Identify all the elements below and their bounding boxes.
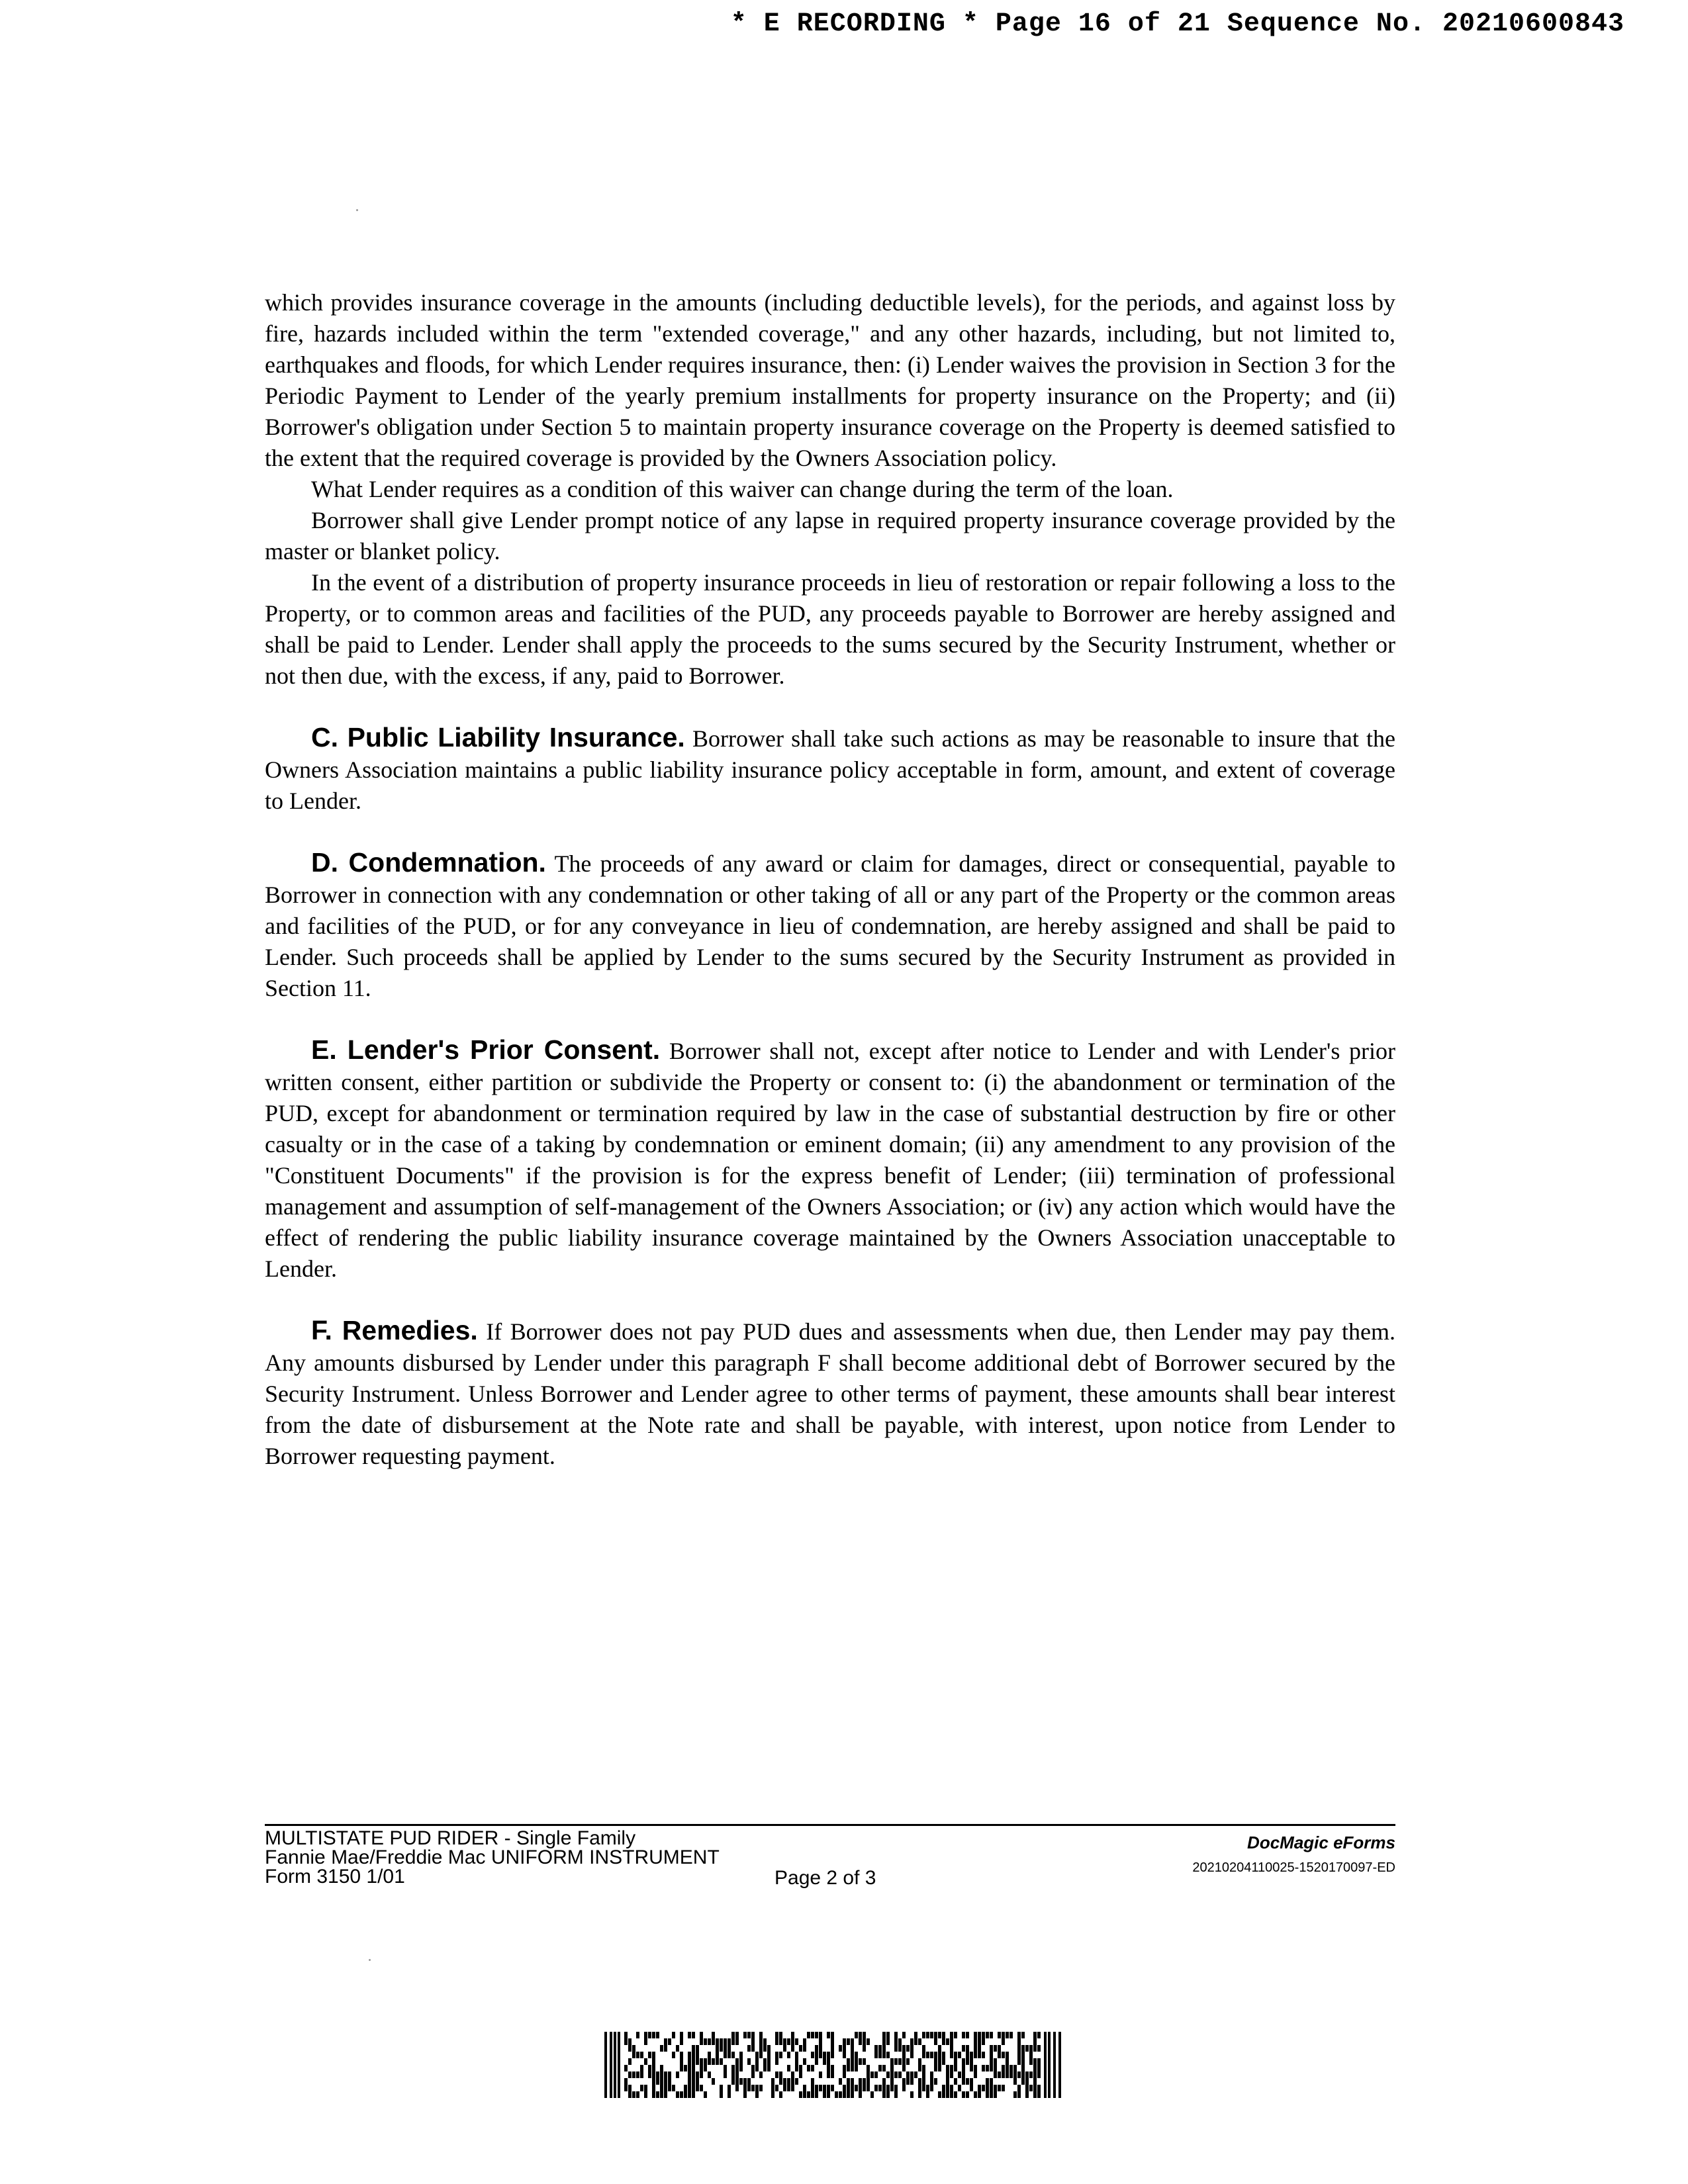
docmagic-logo: DocMagic eForms [1247,1833,1395,1852]
form-instrument: Fannie Mae/Freddie Mac UNIFORM INSTRUMENT [265,1846,720,1868]
form-number: Form 3150 1/01 [265,1866,405,1888]
page-number: Page 2 of 3 [774,1867,876,1889]
section-d-heading: D. Condemnation. [311,847,546,878]
recording-header: * E RECORDING * Page 16 of 21 Sequence No. 20210600843 [730,9,1624,39]
paragraph-proceeds-distribution: In the event of a distribution of property insurance proceeds in lieu of restoration or repair following a loss to the Property, or to common areas and facilities of the PUD, any proceeds payable to Borrower are hereby assigned and shall be paid to Lender. Lender shall apply the proceeds to the sums secured by the Security Instrument, whether or not then due, with the excess, if any, paid to Borrower. [265,569,1395,689]
section-f-heading: F. Remedies. [311,1315,478,1345]
barcode-image [604,2032,1061,2098]
section-c-text: Borrower shall take such actions as may be reasonable to insure that the Owners Association maintains a public liability insurance policy acceptable in form, amount, and extent of coverage to Lender. [265,725,1396,814]
section-e [265,1034,1395,1285]
section-c-heading: C. Public Liability Insurance. [311,722,685,752]
form-identification [265,1829,720,1886]
section-d-text: The proceeds of any award or claim for damages, direct or consequential, payable to Borrower in connection with any condemnation or other taking of all or any part of the Property or the common areas and facilities of the PUD, or for any conveyance in lieu of condemnation, are hereby assigned and shall be paid to Lender. Such proceeds shall be applied by Lender to the sums secured by the Security Instrument as provided in Section 11. [265,850,1395,1001]
form-title: MULTISTATE PUD RIDER - Single Family [265,1827,636,1849]
section-f [265,1315,1395,1472]
section-c [265,722,1395,817]
section-d [265,847,1395,1004]
section-f-text: If Borrower does not pay PUD dues and assessments when due, then Lender may pay them. Any amounts disbursed by Lender under this paragraph F shall become additional debt of Borrower secured by the Security Instrument. Unless Borrower and Lender agree to other terms of payment, these amounts shall bear interest from the date of disbursement at the Note rate and shall be payable, with interest, upon notice from Lender to Borrower requesting payment. [265,1318,1396,1469]
scan-speck [356,209,358,211]
section-e-heading: E. Lender's Prior Consent. [311,1034,661,1065]
document-body [265,287,1395,1472]
scan-speck [369,1959,371,1961]
section-e-text: Borrower shall not, except after notice to Lender and with Lender's prior written consent, either partition or subdivide the Property or consent to: (i) the abandonment or termination of the PUD, except for abandonment or termination required by law in the case of substantial destruction by fire or other casualty or in the case of a taking by condemnation or eminent domain; (ii) any amendment to any provision of the "Constituent Documents" if the provision is for the express benefit of Lender; (iii) termination of professional management and assumption of self-management of the Owners Association; or (iv) any action which would have the effect of rendering the public liability insurance coverage maintained by the Owners Association unacceptable to Lender. [265,1038,1396,1282]
paragraph-insurance-waiver: which provides insurance coverage in the amounts (including deductible levels), for the periods, and against loss by fire, hazards included within the term "extended coverage," and any other hazards, including, but not limited to, earthquakes and floods, for which Lender requires insurance, then: (i) Lender waives the provision in Section 3 for the Periodic Payment to Lender of the yearly premium installments for property insurance on the Property; and (ii) Borrower's obligation under Section 5 to maintain property insurance coverage on the Property is deemed satisfied to the extent that the required coverage is provided by the Owners Association policy. [265,289,1395,471]
paragraph-lapse-notice: Borrower shall give Lender prompt notice of any lapse in required property insurance coverage provided by the master or blanket policy. [265,507,1395,565]
form-footer [265,1824,1395,1899]
document-id: 20210204110025-1520170097-ED [1192,1860,1395,1875]
paragraph-waiver-conditions: What Lender requires as a condition of this waiver can change during the term of the loan. [311,476,1174,502]
